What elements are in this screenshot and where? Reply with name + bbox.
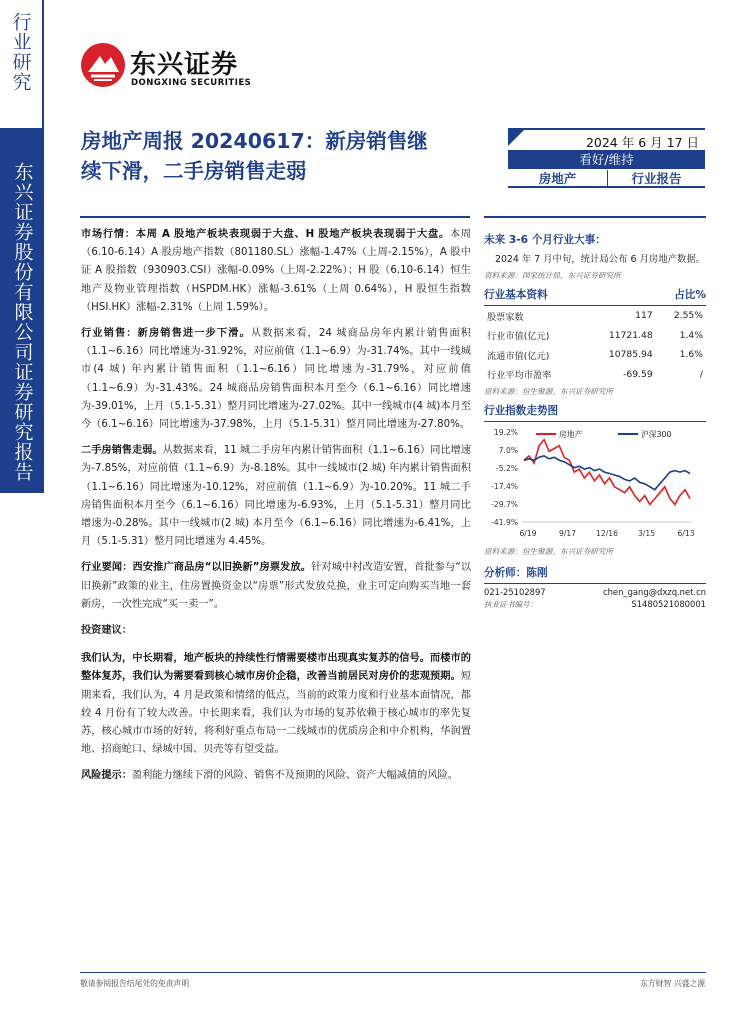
logo-mark-icon xyxy=(80,42,126,88)
sidebar-band xyxy=(0,128,44,493)
sales-head: 行业销售：新房销售进一步下滑。 xyxy=(81,328,251,340)
analyst-phone: 021-25102897 xyxy=(484,587,546,597)
risk-paragraph xyxy=(81,767,471,785)
row-label: 行业市值(亿元) xyxy=(487,331,550,343)
row-label: 股票家数 xyxy=(487,311,524,323)
sidebar-category xyxy=(0,0,44,128)
events-body: 2024 年 7 月中旬，统计局公布 6 月房地产数据。 xyxy=(495,254,706,265)
report-title xyxy=(81,126,481,186)
basic-table xyxy=(484,306,706,384)
row-pct: / xyxy=(699,368,703,380)
row-pct: 1.6% xyxy=(679,349,703,361)
chart-title: 行业指数走势图 xyxy=(484,405,559,417)
report-type-label: 行业报告 xyxy=(631,171,682,186)
x-tick-label: 6/13 xyxy=(677,529,695,538)
divider-main xyxy=(80,216,470,218)
x-tick-label: 3/15 xyxy=(637,529,656,538)
sales-body: 从数据来看，24 城商品房年内累计销售面积（1.1~6.16）同比增速为-31.92%，对应前值（1.1~6.9）为-31.74%。其中一线城市(4 城) 年内累计销售面积（1.1~6.16）同比增速为-31.79%，对应前值（1.1~6.9）为-31.43%。24 城商品房销售面积本月至今（6.1~6.16）同比增速为-39.01%，上月（5.1-5.31）整月同比增速为-27.02%。其中一线城市(4 城)本月至今（6.1~6.16）同比增速为-37.98%，上月（5.1-5.31）整月同比增速为-27.80%。 xyxy=(81,328,471,431)
chart-header xyxy=(484,403,706,422)
events-title: 未来 3-6 个月行业大事： xyxy=(484,234,606,246)
advice-body: 短期来看，我们认为，4 月是政策和情绪的低点，当前的政策力度和行业基本面情况，都较 4 月份有了较大改善。中长期来看，我们认为市场的复苏依赖于核心城市的率先复苏，核心城市市场的好转，将利好重点布局一二线城市的优质房企和中介机构，华润置地、招商蛇口、绿城中国、贝壳等有望受益。 xyxy=(81,671,471,756)
corner-mark-icon xyxy=(508,130,524,146)
rating-badge: 看好/维持 xyxy=(508,150,705,169)
table-row xyxy=(484,345,706,365)
footer-divider xyxy=(80,972,706,973)
table-row xyxy=(484,365,706,385)
legend-label: 房地产 xyxy=(559,430,583,439)
company-logo xyxy=(80,42,265,92)
news-body: 针对城中村改造安置，首批参与“以旧换新”政策的业主，住房置换资金以“房票”形式发放兑换，业主可定向购买当地一套新房，一次性完成“买一卖一”。 xyxy=(81,562,472,610)
row-pct: 1.4% xyxy=(679,329,703,341)
second-body: 从数据来看，11 城二手房年内累计销售面积（1.1~6.16）同比增速为-7.85%，对应前值（1.1~6.9）为-8.18%。其中一线城市(2 城) 年内累计销售面积（1.1~6.16）同比增速为-10.12%，对应前值（1.1~6.9）为-10.20%。11 城二手房销售面积本月至今（6.1~6.16）同比增速为-6.93%，上月（5.1-5.31）整月同比增速为-0.28%。其中一线城市(2 城) 本月至今（6.1~6.16）同比增速为-6.41%，上月（5.1-5.31）整月同比增速为 4.45%。 xyxy=(81,445,471,548)
market-body: 本周（6.10-6.14）A 股房地产指数（801180.SL）涨幅-1.47%（上周-2.15%），A 股中证 A 股指数（930903.CSI）涨幅-0.09%（上周-2.22%）；H 股（6.10-6.14）恒生地产及物业管理指数（HSPDM.HK）涨幅-3.61%（上周 0.64%），H 股恒生指数（HSI.HK）涨幅-2.31%（上周 1.59%）。 xyxy=(81,229,471,313)
cert-label: 执业证书编号： xyxy=(484,600,538,609)
report-date: 2024 年 6 月 17 日 xyxy=(585,135,699,150)
x-tick-label: 9/17 xyxy=(558,529,577,538)
y-tick-label: 19.2% xyxy=(493,428,518,437)
series-line-1 xyxy=(524,456,690,490)
analyst-contact xyxy=(484,587,706,597)
market-paragraph xyxy=(81,226,471,317)
basic-title: 行业基本资料 xyxy=(484,289,548,301)
analyst-title: 分析师：陈刚 xyxy=(484,567,548,579)
title-line-2: 续下滑，二手房销售走弱 xyxy=(81,159,307,183)
legend-label: 沪深300 xyxy=(641,430,672,439)
divider-right xyxy=(484,216,706,218)
basic-header xyxy=(484,287,706,306)
row-value: 11721.48 xyxy=(608,329,653,341)
table-row xyxy=(484,326,706,346)
news-head: 行业要闻：西安推广商品房“以旧换新”房票发放。 xyxy=(81,562,312,574)
footer-slogan: 东方财智 兴盛之源 xyxy=(640,979,705,988)
analyst-cert xyxy=(484,599,706,610)
risk-body: 盈利能力继续下滑的风险、销售不及预期的风险、资产大幅减值的风险。 xyxy=(131,770,458,782)
right-column xyxy=(484,226,706,610)
second-head: 二手房销售走弱。 xyxy=(81,445,163,457)
basic-source: 资料来源：恒生聚源、东兴证券研究所 xyxy=(484,387,614,396)
advice-head: 投资建议： xyxy=(81,625,132,637)
report-info-box xyxy=(508,128,705,188)
y-tick-label: -5.2% xyxy=(495,464,518,473)
footer-disclaimer: 敬请参阅报告结尾处的免责声明 xyxy=(80,979,190,988)
company-label: 东兴证券股份有限公司证券研究报告 xyxy=(11,162,34,482)
sales-paragraph xyxy=(81,325,471,434)
index-trend-chart xyxy=(484,426,706,544)
row-value: 117 xyxy=(635,310,653,322)
row-label: 行业平均市盈率 xyxy=(487,370,552,382)
logo-text-en: DONGXING SECURITIES xyxy=(131,78,252,88)
logo-text-cn: 东兴证券 xyxy=(130,50,239,80)
market-head: 市场行情：本周 A 股地产板块表现弱于大盘、H 股地产板块表现弱于大盘。 xyxy=(81,229,450,240)
category-label: 行业研究 xyxy=(9,12,32,92)
row-value: -69.59 xyxy=(623,368,653,380)
x-tick-label: 6/19 xyxy=(519,529,537,538)
row-pct: 2.55% xyxy=(673,310,703,322)
analyst-header xyxy=(484,565,706,584)
chart-source: 资料来源：恒生聚源、东兴证券研究所 xyxy=(484,547,614,556)
analyst-email[interactable]: chen_gang@dxzq.net.cn xyxy=(603,587,706,597)
main-content xyxy=(81,226,471,794)
cert-number: S1480521080001 xyxy=(631,599,706,609)
advice-bold: 我们认为，中长期看，地产板块的持续性行情需要楼市出现真实复苏的信号。而楼市的整体复苏，我们认为需要看到核心城市房价企稳，改善当前居民对房价的悲观预期。 xyxy=(81,653,471,683)
row-value: 10785.94 xyxy=(608,349,653,361)
row-label: 流通市值(亿元) xyxy=(487,350,550,362)
y-tick-label: -29.7% xyxy=(491,500,518,509)
risk-head: 风险提示： xyxy=(81,770,132,782)
title-line-1: 房地产周报 20240617：新房销售继 xyxy=(81,129,428,153)
x-tick-label: 12/16 xyxy=(596,529,618,538)
y-tick-label: 7.0% xyxy=(498,446,518,455)
y-tick-label: -17.4% xyxy=(491,482,518,491)
events-source: 资料来源：国家统计局、东兴证券研究所 xyxy=(484,271,621,280)
second-hand-paragraph xyxy=(81,442,471,551)
sector-label: 房地产 xyxy=(508,170,608,188)
table-row xyxy=(484,306,706,326)
y-tick-label: -41.9% xyxy=(491,518,518,527)
news-paragraph xyxy=(81,559,471,614)
basic-share-header: 占比% xyxy=(674,289,706,301)
sidebar xyxy=(0,0,44,1024)
advice-paragraph xyxy=(81,650,471,759)
